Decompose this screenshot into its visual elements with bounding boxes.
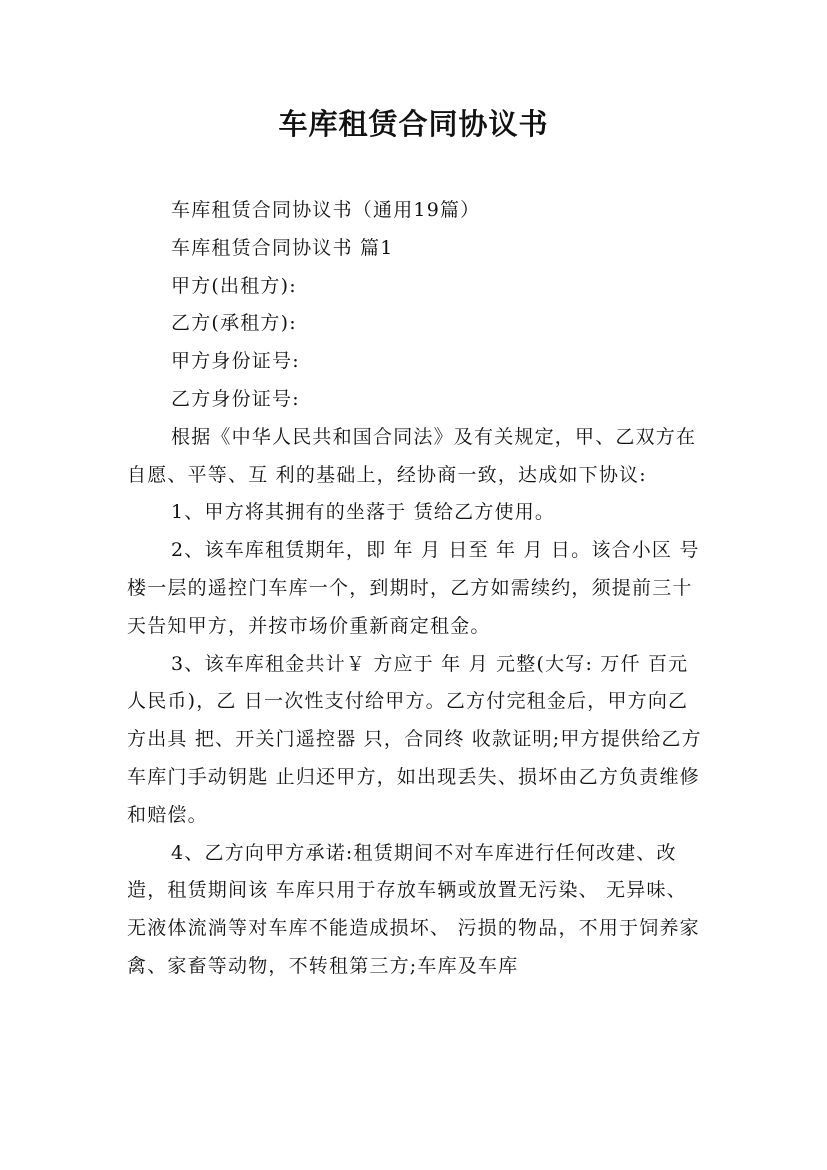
paragraph: 车库租赁合同协议书 篇1	[171, 236, 394, 259]
paragraph: 4、乙方向甲方承诺:租赁期间不对车库进行任何改建、改造，租赁期间该 车库只用于存放车辆或放置无污染、 无异味、 无液体流淌等对车库不能造成损坏、 污损的物品，不用于饲养家禽、家畜等动物，不转租第三方;车库及车库	[127, 841, 700, 977]
paragraph: 2、该车库租赁期年，即 年 月 日至 年 月 日。该合小区 号楼一层的遥控门车库一个，到期时，乙方如需续约，须提前三十天告知甲方，并按市场价重新商定租金。	[127, 539, 700, 637]
paragraph: 乙方身份证号:	[171, 387, 300, 410]
document-body	[127, 192, 707, 986]
paragraph: 乙方(承租方):	[171, 312, 297, 335]
paragraph: 甲方身份证号:	[171, 350, 300, 373]
paragraph: 根据《中华人民共和国合同法》及有关规定，甲、乙双方在自愿、平等、互 利的基础上，经协商一致，达成如下协议:	[127, 425, 697, 486]
paragraph: 车库租赁合同协议书（通用19篇）	[171, 199, 481, 221]
document-title: 车库租赁合同协议书	[278, 107, 549, 141]
paragraph: 3、该车库租金共计￥ 方应于 年 月 元整(大写: 万仟 百元人民币)，乙 日一次性支付给甲方。乙方付完租金后，甲方向乙方出具 把、开关门遥控器 只，合同终 收款证明;甲方提供给乙方车库门手动钥匙 止归还甲方，如出现丢失、损坏由乙方负责维修和赔偿。	[127, 652, 702, 826]
paragraph: 甲方(出租方):	[171, 274, 297, 297]
paragraph: 1、甲方将其拥有的坐落于 赁给乙方使用。	[171, 501, 556, 524]
